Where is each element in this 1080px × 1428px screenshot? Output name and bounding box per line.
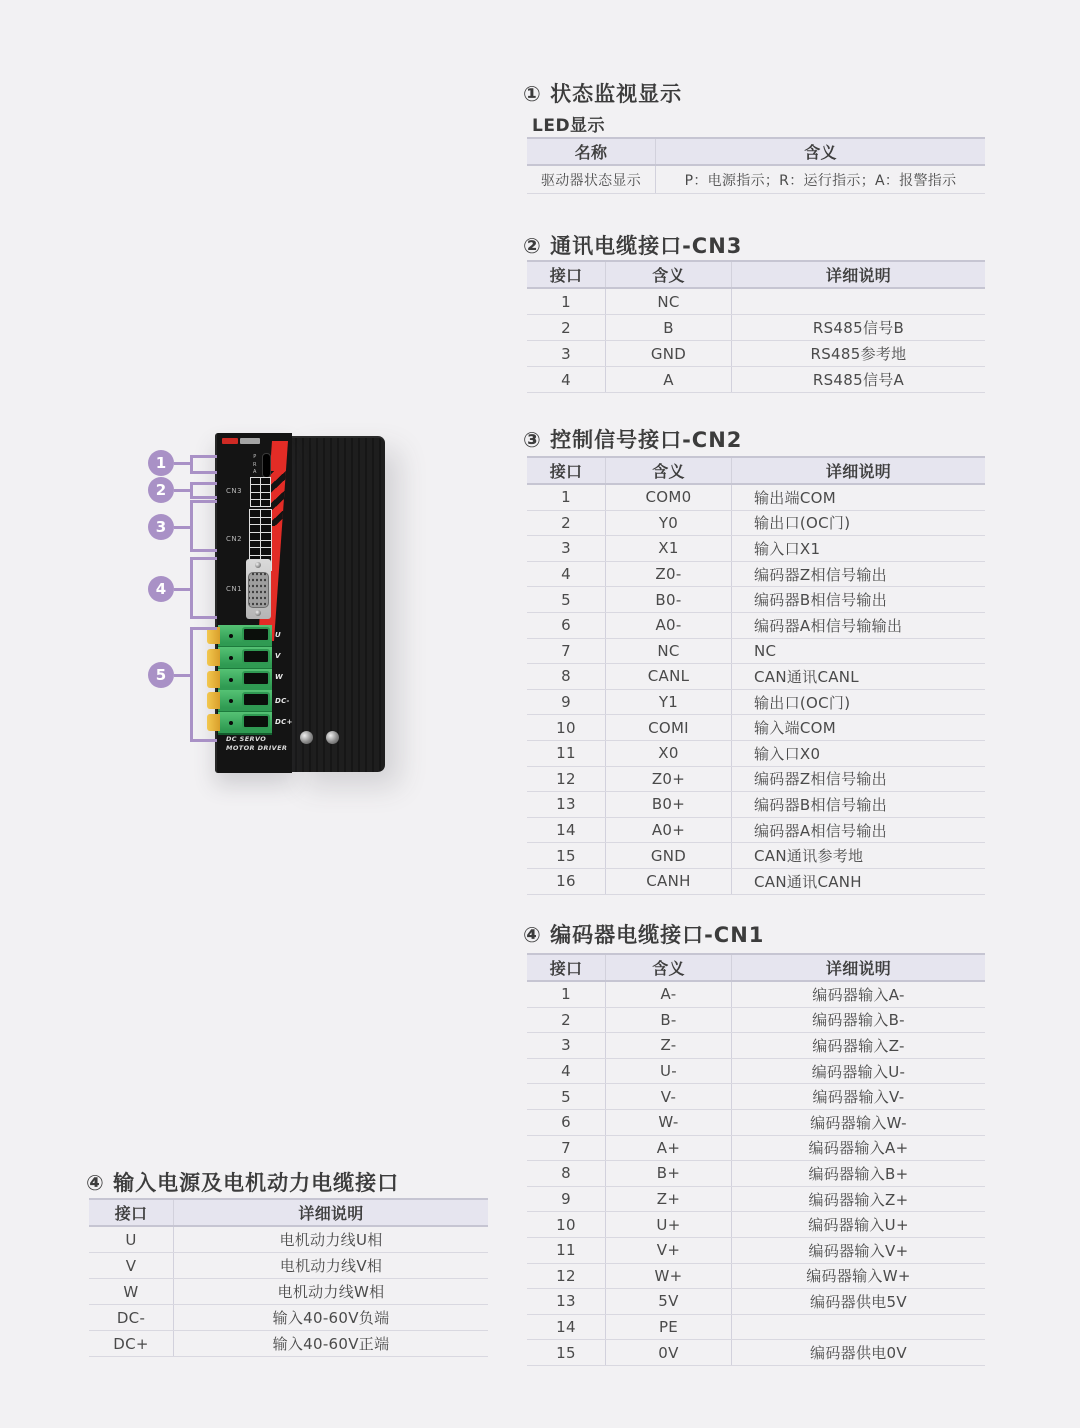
table-cell: 编码器供电5V: [810, 1292, 907, 1311]
table-cell: 7: [527, 639, 606, 664]
callout-2: 2: [148, 477, 174, 503]
table-row: [527, 1212, 985, 1238]
led-label-p: P: [253, 454, 257, 460]
table-cell: P：电源指示；R：运行指示；A：报警指示: [684, 172, 957, 189]
table-cell: 3: [527, 1033, 606, 1058]
table-row: [527, 869, 985, 895]
table-cell: 3: [527, 341, 606, 366]
callout-line: [174, 462, 190, 465]
table-cell: W-: [606, 1110, 732, 1135]
cn3-connector: [250, 477, 271, 507]
table-row: [527, 690, 985, 716]
table-cell: B+: [606, 1161, 732, 1186]
table-cell: 接口: [527, 458, 606, 483]
table-row: [527, 1340, 985, 1366]
cn3-table: [527, 260, 985, 393]
table-cell: COMI: [606, 715, 732, 740]
table-cell: W: [89, 1279, 174, 1304]
table-cell: 含义: [606, 955, 732, 980]
table-row: [527, 639, 985, 665]
table-cell: 编码器输入Z-: [812, 1036, 905, 1055]
table-row: [527, 715, 985, 741]
terminal-label-w: W: [275, 673, 284, 681]
terminal-label-v: V: [275, 652, 281, 660]
table-cell: 8: [527, 664, 606, 689]
table-cell: 详细说明: [825, 959, 892, 978]
table-row: [527, 1008, 985, 1034]
table-cell: 输入端COM: [754, 719, 837, 738]
led-label-a: A: [253, 469, 257, 475]
table-cell: X1: [606, 536, 732, 561]
table-row: [527, 536, 985, 562]
terminal-opening: [242, 714, 270, 729]
cn1-connector: [246, 559, 271, 619]
cn1-table: [527, 953, 985, 1366]
terminal-clip: [207, 714, 220, 731]
table-cell: 13: [527, 1289, 606, 1314]
table-row: [527, 367, 985, 393]
table-cell: 编码器Z相信号输出: [754, 770, 887, 789]
device-model-line2: MOTOR DRIVER: [226, 744, 288, 752]
table-row: [527, 1315, 985, 1341]
table-cell: [732, 289, 985, 314]
led-pin-labels: [253, 454, 256, 477]
table-cell: GND: [606, 341, 732, 366]
callout-line: [190, 455, 217, 458]
table-cell: 详细说明: [825, 462, 892, 481]
table-cell: 5V: [606, 1289, 732, 1314]
table-cell: 名称: [527, 139, 656, 164]
table-cell: V-: [606, 1084, 732, 1109]
table-cell: COM0: [606, 485, 732, 510]
table-row: [527, 1289, 985, 1315]
table-cell: CANH: [606, 869, 732, 894]
table-header-row: [527, 456, 985, 485]
cn1-connector-label: CN1: [226, 585, 243, 593]
table-cell: V+: [606, 1238, 732, 1263]
table-cell: 编码器输入B+: [808, 1164, 909, 1183]
callout-line: [190, 739, 217, 742]
table-cell: 编码器Z相信号输出: [754, 565, 887, 584]
callout-line: [190, 482, 217, 485]
table-cell: 14: [527, 1315, 606, 1340]
table-cell: A0-: [606, 613, 732, 638]
table-cell: A: [606, 367, 732, 392]
device-model-text: [226, 735, 298, 753]
callout-line: [174, 588, 190, 591]
table-cell: RS485参考地: [810, 345, 907, 363]
table-cell: 编码器输入U-: [811, 1062, 906, 1081]
table-cell: 15: [527, 1340, 606, 1365]
cn2-connector-label: CN2: [226, 535, 243, 543]
table-cell: 详细说明: [825, 266, 892, 285]
table-cell: NC: [606, 289, 732, 314]
table-cell: CAN通讯CANH: [754, 872, 862, 891]
table-row: [527, 1110, 985, 1136]
table-cell: 4: [527, 367, 606, 392]
table-cell: 9: [527, 690, 606, 715]
terminal-opening: [242, 649, 270, 664]
logo-red-mark: [222, 438, 238, 444]
table-cell: 输出端COM: [754, 488, 837, 507]
table-cell: W+: [606, 1264, 732, 1289]
callout-line: [174, 489, 190, 492]
led-table: [527, 137, 985, 194]
callout-line: [190, 500, 193, 552]
driver-side-body: [290, 436, 385, 772]
table-cell: A+: [606, 1136, 732, 1161]
cn1-screw-bottom: [255, 610, 261, 616]
table-cell: Z0+: [606, 767, 732, 792]
table-cell: U: [89, 1227, 174, 1252]
cn1-dsub-face: [248, 572, 269, 608]
table-row: [89, 1279, 488, 1305]
brand-logo-icon: [222, 438, 260, 444]
table-cell: DC-: [89, 1305, 174, 1330]
table-cell: 1: [527, 982, 606, 1007]
section-title-cn3: ② 通讯电缆接口-CN3: [523, 234, 743, 258]
table-cell: 详细说明: [298, 1204, 364, 1223]
table-cell: 编码器输入A+: [808, 1139, 909, 1158]
table-row: [527, 982, 985, 1008]
table-cell: Z0-: [606, 562, 732, 587]
callout-line: [190, 616, 217, 619]
table-cell: 5: [527, 587, 606, 612]
table-row: [527, 1264, 985, 1290]
terminal-slot-dc-plus: [218, 712, 272, 735]
table-row: [527, 587, 985, 613]
table-cell: 编码器供电0V: [810, 1344, 907, 1363]
table-cell: 9: [527, 1187, 606, 1212]
table-cell: 4: [527, 562, 606, 587]
table-cell: B0+: [606, 792, 732, 817]
table-row: [527, 511, 985, 537]
table-cell: Y0: [606, 511, 732, 536]
table-cell: 4: [527, 1059, 606, 1084]
table-cell: 2: [527, 1008, 606, 1033]
table-cell: PE: [606, 1315, 732, 1340]
table-row: [527, 289, 985, 315]
table-row: [527, 166, 985, 194]
table-cell: 2: [527, 511, 606, 536]
table-cell: Y1: [606, 690, 732, 715]
logo-text-mark: [240, 438, 260, 444]
cn3-connector-label: CN3: [226, 487, 243, 495]
callout-3: 3: [148, 514, 174, 540]
table-cell: 编码器输入W+: [806, 1267, 911, 1286]
callout-line: [190, 500, 217, 503]
table-row: [527, 341, 985, 367]
table-cell: 编码器A相信号输出: [754, 821, 887, 840]
table-cell: 5: [527, 1084, 606, 1109]
table-cell: 编码器B相信号输出: [754, 795, 887, 814]
section-title-cn1: ④ 编码器电缆接口-CN1: [523, 923, 765, 947]
terminal-opening: [242, 671, 270, 686]
terminal-screw-hole: [229, 699, 233, 703]
cn2-table: [527, 456, 985, 895]
table-cell: 编码器输入V-: [812, 1088, 905, 1107]
table-cell: 含义: [606, 458, 732, 483]
callout-line: [190, 627, 193, 742]
led-label-r: R: [253, 461, 257, 468]
table-row: [527, 1187, 985, 1213]
device-model-line1: DC SERVO: [226, 735, 267, 743]
table-cell: 编码器输入V+: [808, 1241, 909, 1260]
table-row: [527, 818, 985, 844]
case-screw-icon: [300, 731, 313, 744]
table-cell: 11: [527, 741, 606, 766]
table-header-row: [89, 1198, 488, 1227]
table-row: [527, 562, 985, 588]
table-cell: X0: [606, 741, 732, 766]
table-cell: 接口: [527, 262, 606, 287]
table-cell: 输入40-60V负端: [272, 1309, 390, 1327]
terminal-screw-hole: [229, 678, 233, 682]
section-title-status: ① 状态监视显示: [523, 82, 683, 106]
table-cell: 12: [527, 767, 606, 792]
table-row: [527, 1084, 985, 1110]
table-cell: A0+: [606, 818, 732, 843]
table-row: [527, 1033, 985, 1059]
terminal-label-u: U: [275, 631, 281, 639]
table-cell: 6: [527, 1110, 606, 1135]
table-row: [527, 1136, 985, 1162]
terminal-label-dc-plus: DC+: [275, 718, 293, 726]
table-cell: 16: [527, 869, 606, 894]
terminal-screw-hole: [229, 634, 233, 638]
table-cell: 编码器输入Z+: [808, 1190, 909, 1209]
callout-1: 1: [148, 450, 174, 476]
table-cell: U+: [606, 1212, 732, 1237]
table-cell: 编码器输入B-: [812, 1011, 905, 1030]
terminal-clip: [207, 692, 220, 709]
table-cell: 13: [527, 792, 606, 817]
terminal-screw-hole: [229, 656, 233, 660]
table-cell: 14: [527, 818, 606, 843]
table-cell: Z-: [606, 1033, 732, 1058]
table-cell: NC: [606, 639, 732, 664]
table-header-row: [527, 260, 985, 289]
callout-line: [190, 549, 217, 552]
table-cell: 编码器输入W-: [810, 1113, 907, 1132]
terminal-clip: [207, 649, 220, 666]
table-cell: B: [606, 315, 732, 340]
table-cell: 3: [527, 536, 606, 561]
table-row: [89, 1253, 488, 1279]
terminal-label-dc-minus: DC-: [275, 697, 290, 705]
table-cell: 10: [527, 1212, 606, 1237]
table-row: [527, 767, 985, 793]
table-cell: Z+: [606, 1187, 732, 1212]
callout-4: 4: [148, 576, 174, 602]
terminal-clip: [207, 671, 220, 688]
table-cell: 输入口X0: [754, 744, 821, 763]
terminal-slot-dc-minus: [218, 690, 272, 712]
table-cell: U-: [606, 1059, 732, 1084]
table-cell: 8: [527, 1161, 606, 1186]
table-row: [527, 1238, 985, 1264]
section-title-power: ④ 输入电源及电机动力电缆接口: [86, 1171, 400, 1195]
terminal-block-dc: [218, 690, 272, 735]
table-header-row: [527, 137, 985, 166]
table-row: [89, 1227, 488, 1253]
table-cell: 编码器输入A-: [812, 985, 905, 1004]
table-cell: 编码器输入U+: [808, 1216, 909, 1235]
terminal-opening: [242, 692, 270, 707]
table-cell: A-: [606, 982, 732, 1007]
table-cell: GND: [606, 843, 732, 868]
table-row: [89, 1305, 488, 1331]
table-cell: CAN通讯参考地: [754, 847, 864, 866]
table-cell: B-: [606, 1008, 732, 1033]
table-row: [527, 843, 985, 869]
table-cell: 电机动力线W相: [277, 1283, 385, 1301]
table-cell: 含义: [804, 143, 837, 162]
servo-driver-figure: [140, 425, 390, 785]
table-cell: 10: [527, 715, 606, 740]
table-row: [89, 1331, 488, 1357]
table-cell: 2: [527, 315, 606, 340]
table-row: [527, 1059, 985, 1085]
section-title-cn2: ③ 控制信号接口-CN2: [523, 428, 743, 452]
table-cell: 6: [527, 613, 606, 638]
table-cell: B0-: [606, 587, 732, 612]
table-cell: [732, 1315, 985, 1340]
callout-line: [190, 557, 193, 619]
table-cell: RS485信号A: [812, 371, 905, 389]
terminal-slot-v: [218, 647, 272, 669]
terminal-slot-w: [218, 669, 272, 692]
table-cell: 输出口(OC门): [754, 693, 851, 712]
table-cell: CAN通讯CANL: [754, 667, 859, 686]
table-cell: NC: [754, 641, 777, 660]
table-row: [527, 1161, 985, 1187]
case-screw-icon: [326, 731, 339, 744]
table-cell: 驱动器状态显示: [527, 166, 656, 193]
table-header-row: [527, 953, 985, 982]
table-cell: 0V: [606, 1340, 732, 1365]
table-cell: 编码器A相信号输输出: [754, 616, 903, 635]
callout-line: [190, 557, 217, 560]
table-cell: CANL: [606, 664, 732, 689]
table-cell: 输入40-60V正端: [272, 1335, 390, 1353]
table-cell: 接口: [527, 955, 606, 980]
table-row: [527, 315, 985, 341]
table-row: [527, 613, 985, 639]
table-row: [527, 792, 985, 818]
table-row: [527, 741, 985, 767]
table-cell: 1: [527, 485, 606, 510]
led-subtitle: LED显示: [532, 116, 606, 136]
callout-5: 5: [148, 662, 174, 688]
callout-line: [190, 627, 217, 630]
table-cell: 含义: [606, 262, 732, 287]
table-row: [527, 485, 985, 511]
callout-line: [190, 471, 217, 474]
table-cell: 输入口X1: [754, 539, 821, 558]
terminal-clip: [207, 627, 220, 644]
cn1-screw-top: [255, 562, 261, 568]
callout-line: [174, 674, 190, 677]
table-cell: 输出口(OC门): [754, 514, 851, 533]
terminal-opening: [242, 627, 270, 642]
table-cell: 12: [527, 1264, 606, 1289]
callout-line: [174, 526, 190, 529]
terminal-block-uvw: [218, 625, 272, 692]
callout-line: [190, 496, 217, 499]
table-cell: DC+: [89, 1331, 174, 1356]
table-cell: 15: [527, 843, 606, 868]
table-cell: RS485信号B: [812, 319, 905, 337]
table-cell: 电机动力线V相: [279, 1257, 383, 1275]
terminal-slot-u: [218, 625, 272, 647]
table-cell: 1: [527, 289, 606, 314]
power-table: [89, 1198, 488, 1357]
table-cell: 接口: [89, 1200, 174, 1225]
table-row: [527, 664, 985, 690]
led-window: [262, 453, 271, 478]
table-cell: 电机动力线U相: [279, 1231, 383, 1249]
table-cell: 11: [527, 1238, 606, 1263]
table-cell: 7: [527, 1136, 606, 1161]
table-cell: 编码器B相信号输出: [754, 591, 887, 610]
terminal-screw-hole: [229, 721, 233, 725]
table-cell: V: [89, 1253, 174, 1278]
